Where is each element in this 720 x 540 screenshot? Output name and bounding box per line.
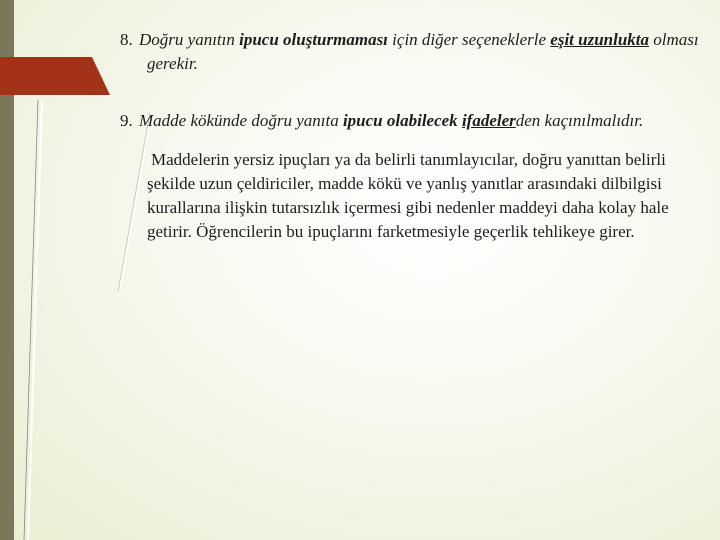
item-text: Madde kökünde doğru yanıta [139, 111, 343, 130]
underlined-text: ifadeler [461, 111, 516, 130]
item-text: için diğer seçeneklerle [387, 30, 551, 49]
list-item-9 [120, 109, 710, 133]
list-item-8 [120, 28, 710, 76]
bold-text: ipucu oluşturmaması [239, 30, 388, 49]
explanation-paragraph: Maddelerin yersiz ipuçları ya da belirli tanımlayıcılar, doğru yanıttan belirli şekilde uzun çeldiriciler, madde kökü ve yanlış yanıtlar arasındaki dilbilgisi kurallarına ilişkin tutarsızlık içermesi gibi nedenler maddeyi daha kolay hale getirir. Öğrencilerin bu ipuçlarını farketmesiyle geçerlik tehlikeye girer. [147, 150, 669, 241]
item-text: den kaçınılmalıdır. [515, 111, 644, 130]
item-number: 9. [120, 111, 133, 130]
item-text: Doğru yanıtın [139, 30, 240, 49]
bold-text: ipucu olabilecek [342, 111, 458, 130]
item-number: 8. [120, 30, 133, 49]
item-text: olması gerekir. [147, 30, 699, 73]
red-arrow-shape [0, 57, 110, 95]
slide-content [120, 28, 710, 244]
underlined-text: eşit uzunlukta [550, 30, 650, 49]
